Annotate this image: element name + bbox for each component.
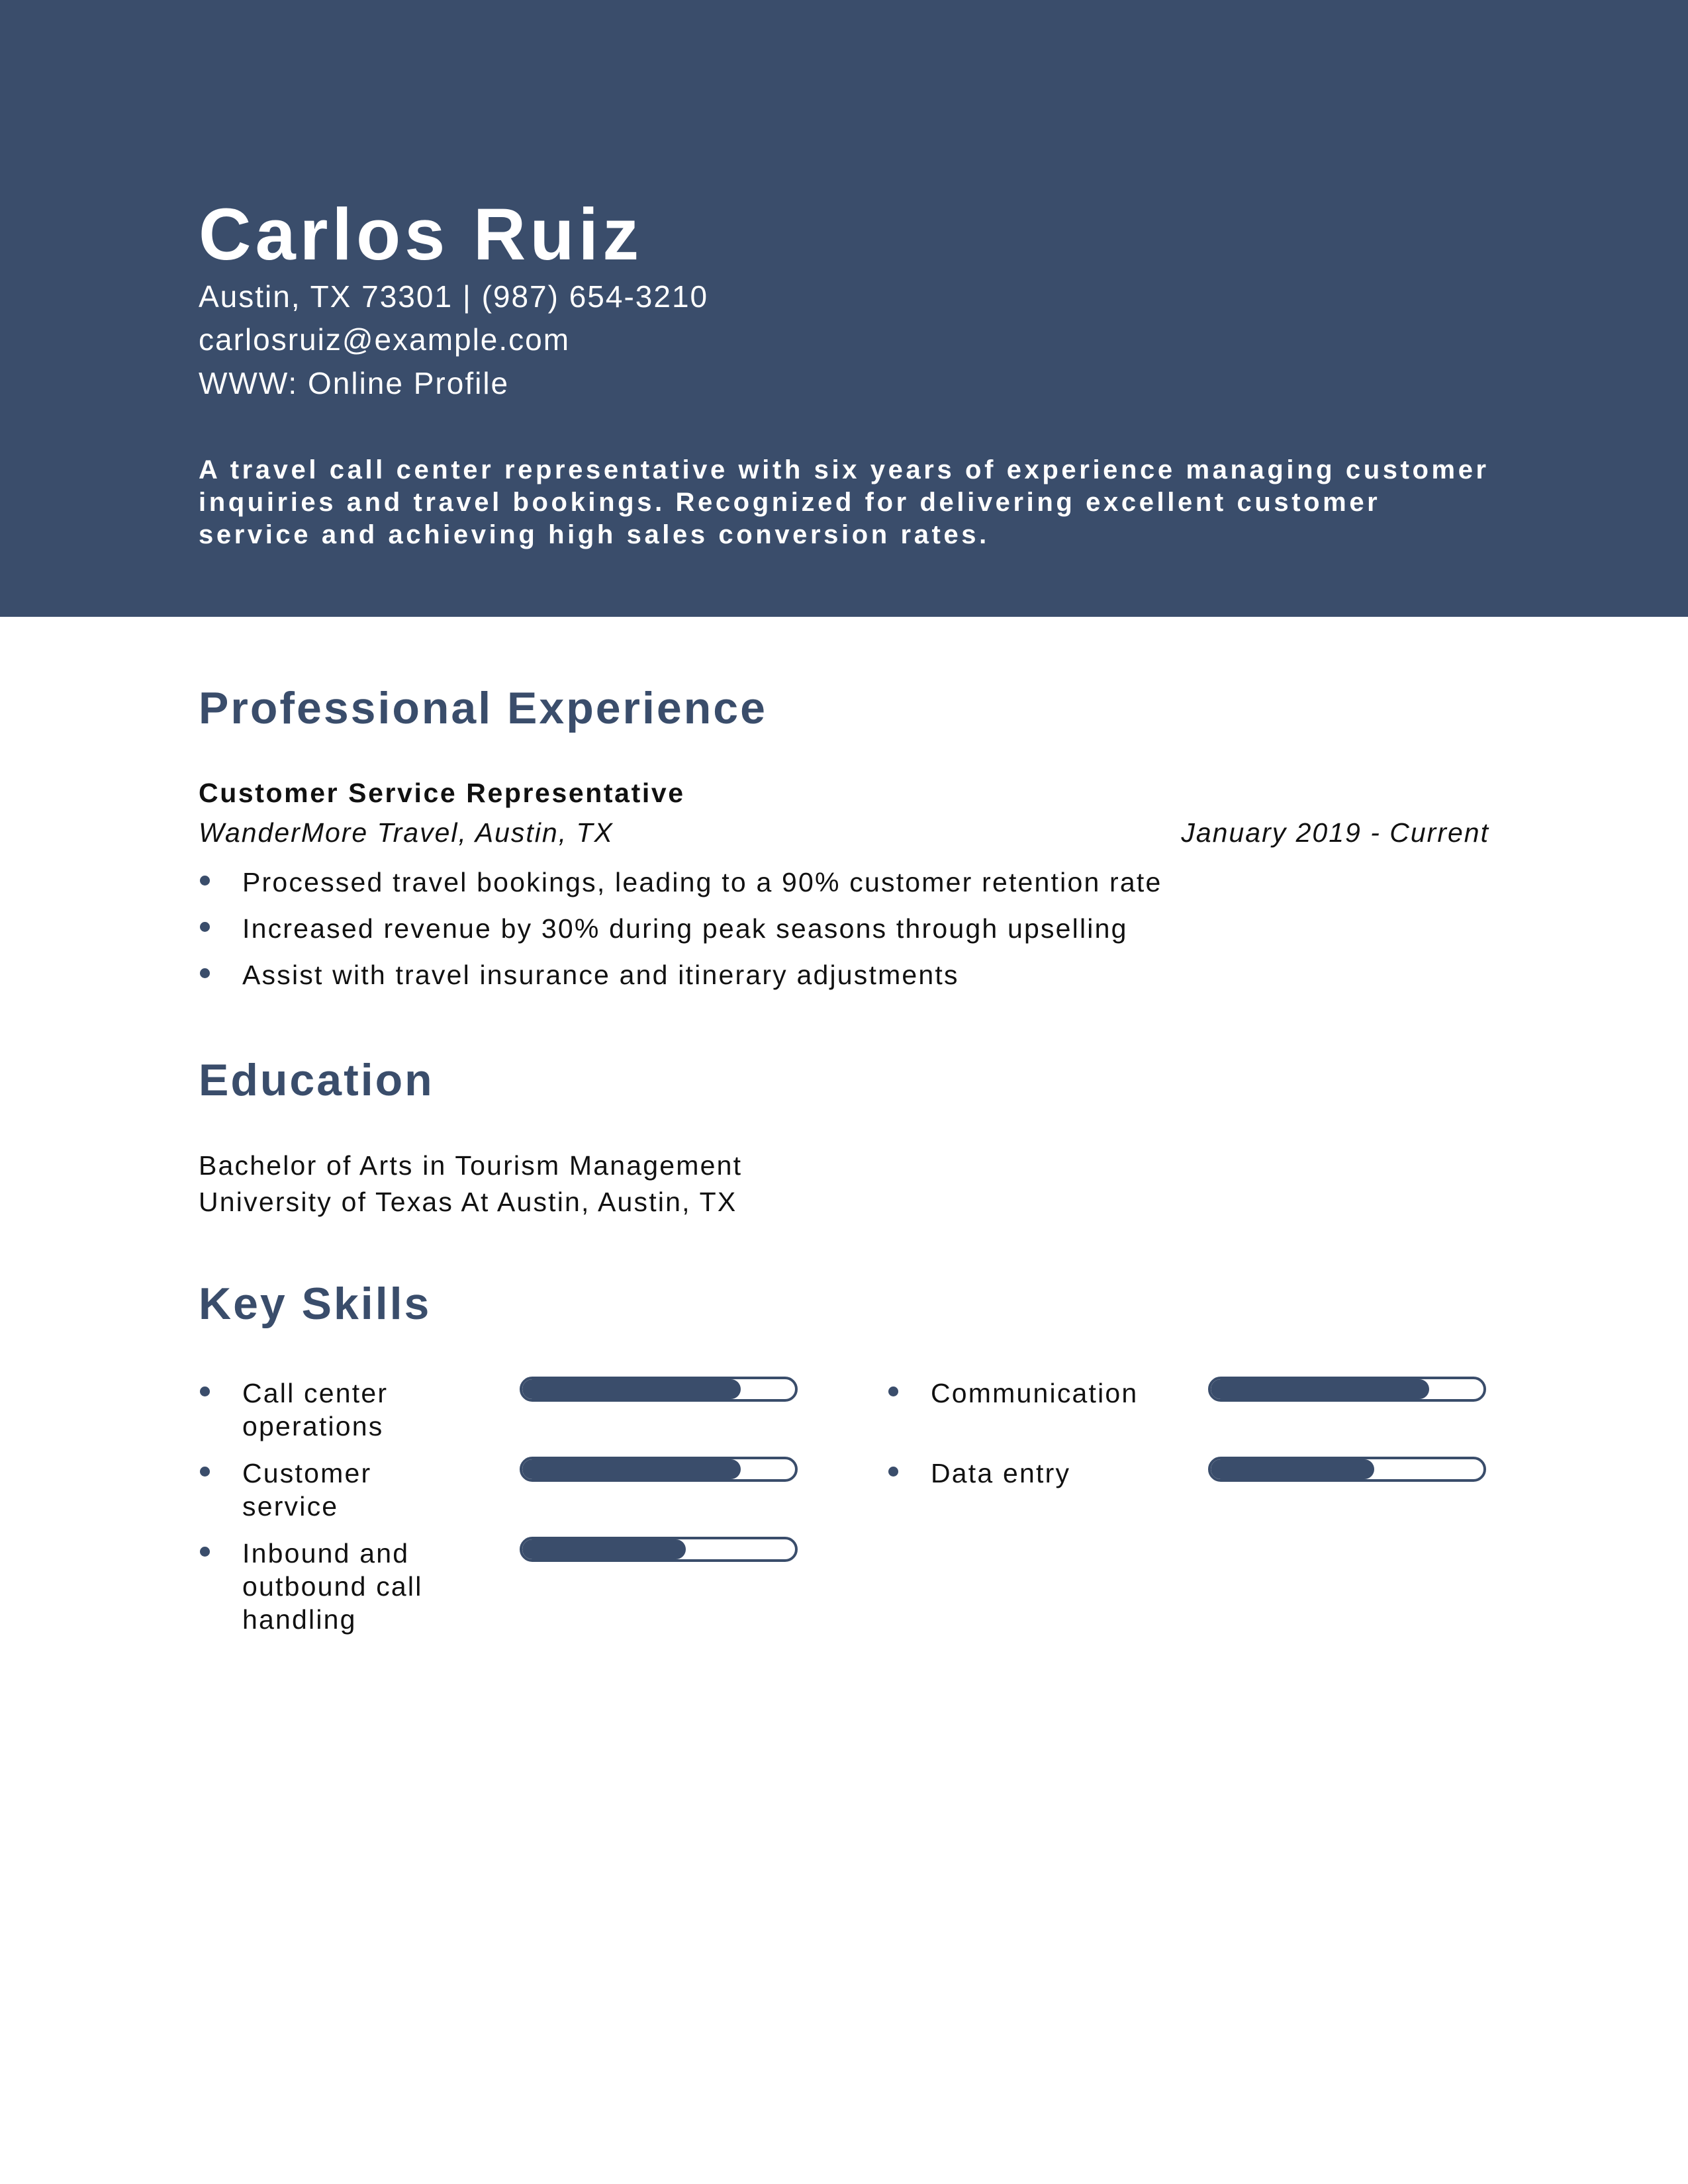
email-link[interactable]: carlosruiz@example.com [199, 322, 571, 357]
skill-label: Communication [931, 1378, 1139, 1408]
skills-heading: Key Skills [199, 1279, 432, 1329]
bullet-dot-icon [200, 1547, 210, 1557]
professional-summary: A travel call center representative with six years of experience managing customer inquiries and travel bookings. Recognized for delivering excellent customer service and achieving high sales conversion rates. [199, 455, 1489, 549]
bullet-dot-icon [200, 1387, 210, 1396]
skill-label: Data entry [931, 1458, 1071, 1488]
list-item: Processed travel bookings, leading to a 90% customer retention rate [199, 864, 1162, 910]
skill-level-bar [520, 1377, 798, 1402]
candidate-name: Carlos Ruiz [199, 194, 643, 275]
skill-level-fill [522, 1539, 686, 1559]
bullet-dot-icon [200, 1467, 210, 1477]
skill-level-fill [522, 1379, 741, 1399]
header-banner [0, 0, 1688, 617]
skill-level-bar [1208, 1377, 1486, 1402]
skill-label: Inbound and outbound call handling [242, 1538, 423, 1635]
skill-level-bar [520, 1537, 798, 1562]
skill-item [887, 1457, 1483, 1563]
location-phone: Austin, TX 73301 | (987) 654-3210 [199, 279, 709, 314]
bullet-dot-icon [200, 968, 210, 978]
skill-level-bar [1208, 1457, 1486, 1482]
education-degree: Bachelor of Arts in Tourism Management [199, 1150, 743, 1181]
bullet-dot-icon [888, 1387, 898, 1396]
website-link[interactable]: WWW: Online Profile [199, 366, 510, 400]
bullet-dot-icon [200, 876, 210, 886]
skill-label: Call center operations [242, 1378, 389, 1441]
list-item: Assist with travel insurance and itinerary adjustments [199, 956, 1162, 1003]
skill-level-fill [1211, 1379, 1429, 1399]
skill-level-fill [522, 1459, 741, 1479]
job-bullets [199, 864, 1162, 1003]
job-company: WanderMore Travel, Austin, TX [199, 817, 614, 848]
job-dates: January 2019 - Current [1181, 817, 1489, 848]
bullet-dot-icon [200, 922, 210, 932]
list-item: Increased revenue by 30% during peak seasons through upselling [199, 910, 1162, 956]
skill-item [199, 1537, 794, 1643]
skill-level-fill [1211, 1459, 1374, 1479]
skill-label: Customer service [242, 1458, 372, 1522]
skill-level-bar [520, 1457, 798, 1482]
education-school: University of Texas At Austin, Austin, TX [199, 1187, 737, 1217]
bullet-dot-icon [888, 1467, 898, 1477]
education-heading: Education [199, 1055, 434, 1105]
job-title: Customer Service Representative [199, 778, 685, 808]
experience-heading: Professional Experience [199, 683, 767, 733]
